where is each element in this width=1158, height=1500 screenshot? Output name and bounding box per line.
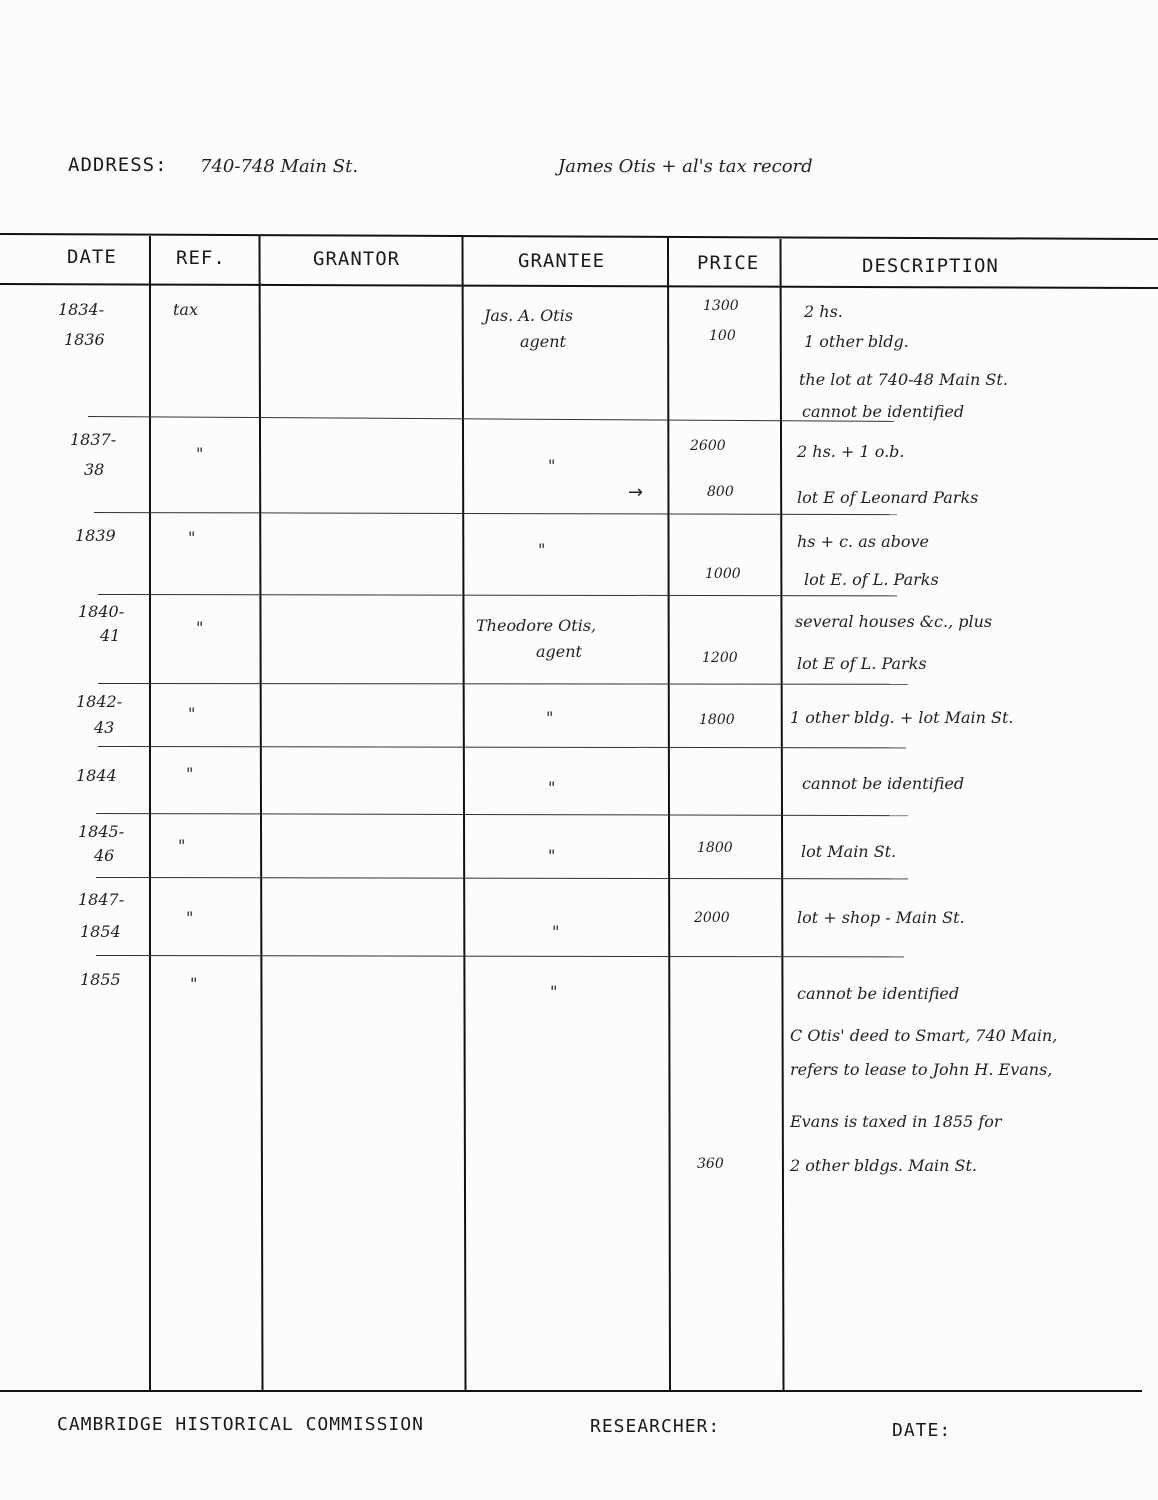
row-date-line: 1840- (78, 602, 125, 621)
row-desc-line: 2 hs. (804, 302, 843, 321)
row-date-line: 43 (94, 718, 115, 737)
row-price: 2000 (694, 910, 730, 926)
col-header-description: DESCRIPTION (862, 255, 999, 277)
row-grantee-line: Theodore Otis, (476, 616, 597, 635)
row-date-line: 1842- (76, 692, 123, 711)
col-header-date: DATE (67, 246, 117, 268)
row-desc-line: lot + shop - Main St. (797, 908, 965, 927)
date-label: DATE: (892, 1420, 952, 1441)
commission-name: CAMBRIDGE HISTORICAL COMMISSION (57, 1414, 424, 1435)
row-desc-line: several houses &c., plus (795, 612, 993, 631)
row-ref: " (186, 764, 194, 783)
row-date-line: 1845- (78, 822, 125, 841)
row-separator (98, 746, 906, 748)
row-desc-line: the lot at 740-48 Main St. (799, 370, 1008, 389)
row-date-line: 1847- (78, 890, 125, 909)
col-header-grantor: GRANTOR (313, 248, 401, 270)
row-separator (98, 683, 908, 685)
row-ref: " (188, 704, 196, 723)
row-separator (88, 416, 894, 422)
row-date-line: 1839 (75, 526, 116, 545)
row-desc-line: cannot be identified (797, 984, 960, 1003)
row-date-line: 1854 (80, 922, 121, 941)
record-note: James Otis + al's tax record (558, 156, 813, 177)
address-label: ADDRESS: (68, 154, 168, 176)
row-date-line: 41 (100, 626, 121, 645)
table-top-border (0, 233, 1158, 240)
col-header-ref: REF. (176, 247, 226, 269)
row-date-line: 46 (94, 846, 115, 865)
row-desc-line: lot E. of L. Parks (804, 570, 939, 589)
row-grantee-line: agent (520, 332, 566, 351)
row-grantee-line: " (548, 456, 556, 475)
row-price: 100 (709, 328, 736, 344)
row-date-line: 1837- (70, 430, 117, 449)
row-desc-line: lot Main St. (801, 842, 897, 861)
row-separator (98, 594, 897, 596)
row-desc-line: cannot be identified (802, 774, 965, 793)
row-desc-line: 1 other bldg. + lot Main St. (790, 708, 1014, 727)
row-desc-line: cannot be identified (802, 402, 965, 421)
row-desc-line: Evans is taxed in 1855 for (790, 1112, 1002, 1131)
row-desc-line: C Otis' deed to Smart, 740 Main, (790, 1026, 1058, 1045)
row-ref: " (190, 974, 198, 993)
col-header-price: PRICE (697, 252, 760, 274)
row-price: 360 (697, 1156, 724, 1172)
row-desc-line: 2 hs. + 1 o.b. (797, 442, 905, 461)
row-grantee-line: " (550, 982, 558, 1001)
row-separator (94, 512, 897, 515)
row-ref: " (196, 444, 204, 463)
row-grantee-line: agent (536, 642, 582, 661)
row-desc-line: 1 other bldg. (804, 332, 909, 351)
row-grantee-line: " (548, 846, 556, 865)
row-desc-line: lot E of Leonard Parks (797, 488, 979, 507)
arrow-right-icon: → (628, 482, 644, 503)
row-grantee-line: " (548, 778, 556, 797)
row-price: 2600 (690, 438, 726, 454)
row-separator (96, 877, 908, 879)
address-value: 740-748 Main St. (200, 156, 359, 177)
row-grantee-line: Jas. A. Otis (484, 306, 573, 325)
row-desc-line: refers to lease to John H. Evans, (790, 1060, 1053, 1079)
row-date-line: 1834- (58, 300, 105, 319)
row-date-line: 1836 (64, 330, 105, 349)
row-price: 1800 (697, 840, 733, 856)
row-ref: " (186, 908, 194, 927)
row-desc-line: 2 other bldgs. Main St. (790, 1156, 977, 1175)
row-price: 1300 (703, 298, 739, 314)
table-bottom-border (0, 1390, 1142, 1392)
row-separator (96, 955, 904, 957)
row-date-line: 1855 (80, 970, 121, 989)
row-price: 800 (707, 484, 734, 500)
header-bottom-border (0, 283, 1158, 289)
row-date-line: 1844 (76, 766, 117, 785)
row-ref: tax (173, 300, 198, 319)
row-grantee-line: " (546, 708, 554, 727)
row-desc-line: lot E of L. Parks (797, 654, 927, 673)
row-price: 1800 (699, 712, 735, 728)
row-desc-line: hs + c. as above (797, 532, 929, 551)
row-date-line: 38 (84, 460, 105, 479)
row-grantee-line: " (538, 540, 546, 559)
col-header-grantee: GRANTEE (518, 250, 606, 272)
row-separator (96, 813, 908, 816)
row-grantee-line: " (552, 922, 560, 941)
row-ref: " (196, 618, 204, 637)
row-price: 1200 (702, 650, 738, 666)
row-ref: " (188, 528, 196, 547)
row-price: 1000 (705, 566, 741, 582)
researcher-label: RESEARCHER: (590, 1416, 721, 1437)
row-ref: " (178, 836, 186, 855)
